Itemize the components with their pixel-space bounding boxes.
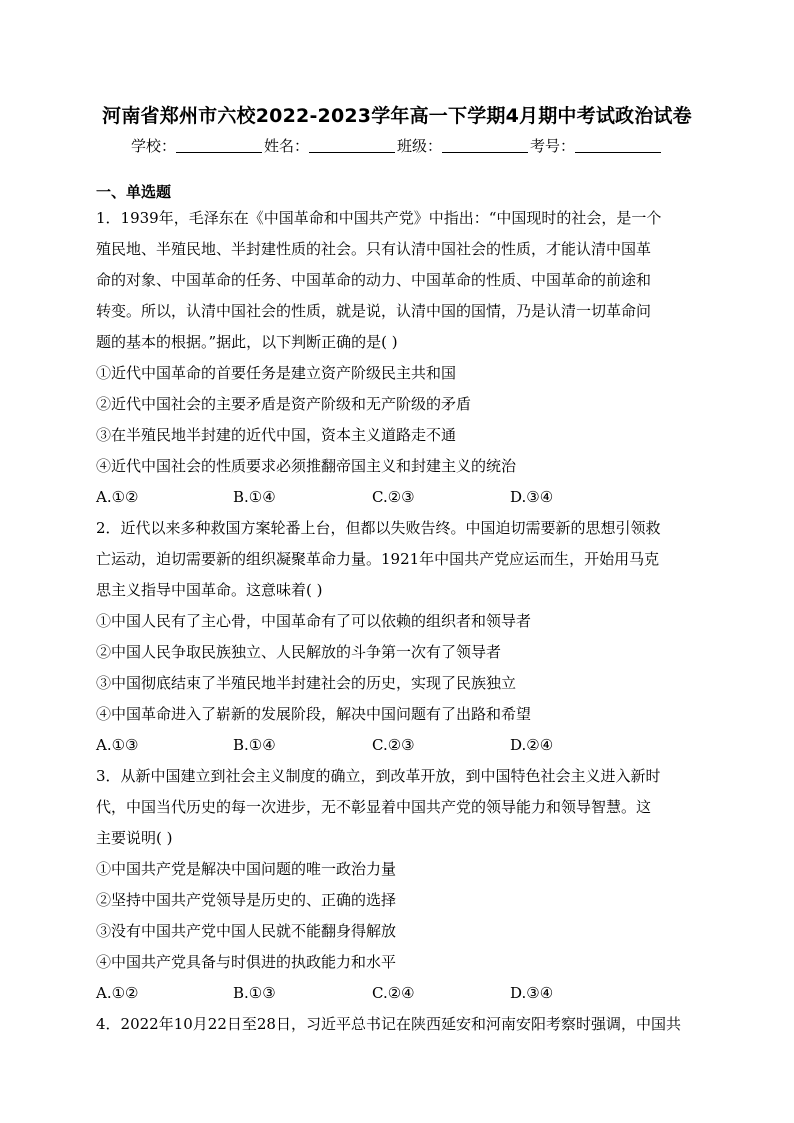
question-stem-line: 2．近代以来多种救国方案轮番上台，但都以失败告终。中国迫切需要新的思想引领救 [96,519,661,537]
option-d: D.③④ [510,984,554,1002]
option-d: D.②④ [510,736,554,754]
answer-options [96,730,696,761]
option-c: C.②③ [372,736,415,754]
option-a: A.①② [96,984,139,1002]
exam-number-blank [575,138,661,153]
statement: ③没有中国共产党中国人民就不能翻身得解放 [96,922,397,940]
option-d: D.③④ [510,488,554,506]
question-stem-line: 转变。所以，认清中国社会的性质，就是说，认清中国的国情，乃是认清一切革命问 [96,302,652,320]
option-b: B.①④ [233,488,276,506]
option-b: B.①④ [233,736,276,754]
question-3 [96,761,696,1009]
name-label: 姓名： [263,137,309,155]
question-stem-line: 亡运动，迫切需要新的组织凝聚革命力量。1921年中国共产党应运而生，开始用马克 [96,550,660,568]
question-stem-line: 思主义指导中国革命。这意味着( ) [96,581,323,599]
statement: ②坚持中国共产党领导是历史的、正确的选择 [96,891,397,909]
answer-options [96,482,696,513]
statement: ③在半殖民地半封建的近代中国，资本主义道路走不通 [96,426,457,444]
section-heading: 一、单选题 [96,183,172,201]
answer-options [96,978,696,1009]
question-stem-line: 4．2022年10月22日至28日，习近平总书记在陕西延安和河南安阳考察时强调，中国共 [96,1015,681,1033]
question-1 [96,203,696,513]
question-stem-line: 1．1939年，毛泽东在《中国革命和中国共产党》中指出：“中国现时的社会，是一个 [96,209,662,227]
statement: ②近代中国社会的主要矛盾是资产阶级和无产阶级的矛盾 [96,395,472,413]
option-b: B.①③ [233,984,276,1002]
option-c: C.②③ [372,488,415,506]
statement: ④中国共产党具备与时俱进的执政能力和水平 [96,953,397,971]
questions-content [96,203,696,1040]
school-blank [176,138,262,153]
question-2 [96,513,696,761]
question-stem-line: 代，中国当代历史的每一次进步，无不彰显着中国共产党的领导能力和领导智慧。这 [96,798,652,816]
page-title: 河南省郑州市六校2022-2023学年高一下学期4月期中考试政治试卷 [102,105,692,127]
statement: ①近代中国革命的首要任务是建立资产阶级民主共和国 [96,364,457,382]
statement: ②中国人民争取民族独立、人民解放的斗争第一次有了领导者 [96,643,502,661]
class-label: 班级： [397,137,443,155]
school-label: 学校： [130,137,176,155]
option-a: A.①② [96,488,139,506]
question-stem-line: 题的基本的根据。”据此，以下判断正确的是( ) [96,333,398,351]
question-4 [96,1009,696,1040]
student-info-row [0,135,794,157]
statement: ③中国彻底结束了半殖民地半封建社会的历史，实现了民族独立 [96,674,517,692]
option-c: C.②④ [372,984,415,1002]
statement: ①中国共产党是解决中国问题的唯一政治力量 [96,860,397,878]
option-a: A.①③ [96,736,139,754]
question-stem-line: 殖民地、半殖民地、半封建性质的社会。只有认清中国社会的性质，才能认清中国革 [96,240,652,258]
statement: ①中国人民有了主心骨，中国革命有了可以依赖的组织者和领导者 [96,612,532,630]
statement: ④近代中国社会的性质要求必须推翻帝国主义和封建主义的统治 [96,457,517,475]
question-stem-line: 3．从新中国建立到社会主义制度的确立，到改革开放，到中国特色社会主义进入新时 [96,767,661,785]
class-blank [442,138,528,153]
question-stem-line: 命的对象、中国革命的任务、中国革命的动力、中国革命的性质、中国革命的前途和 [96,271,652,289]
statement: ④中国革命进入了崭新的发展阶段，解决中国问题有了出路和希望 [96,705,532,723]
name-blank [309,138,395,153]
question-stem-line: 主要说明( ) [96,829,173,847]
exam-number-label: 考号： [530,137,576,155]
